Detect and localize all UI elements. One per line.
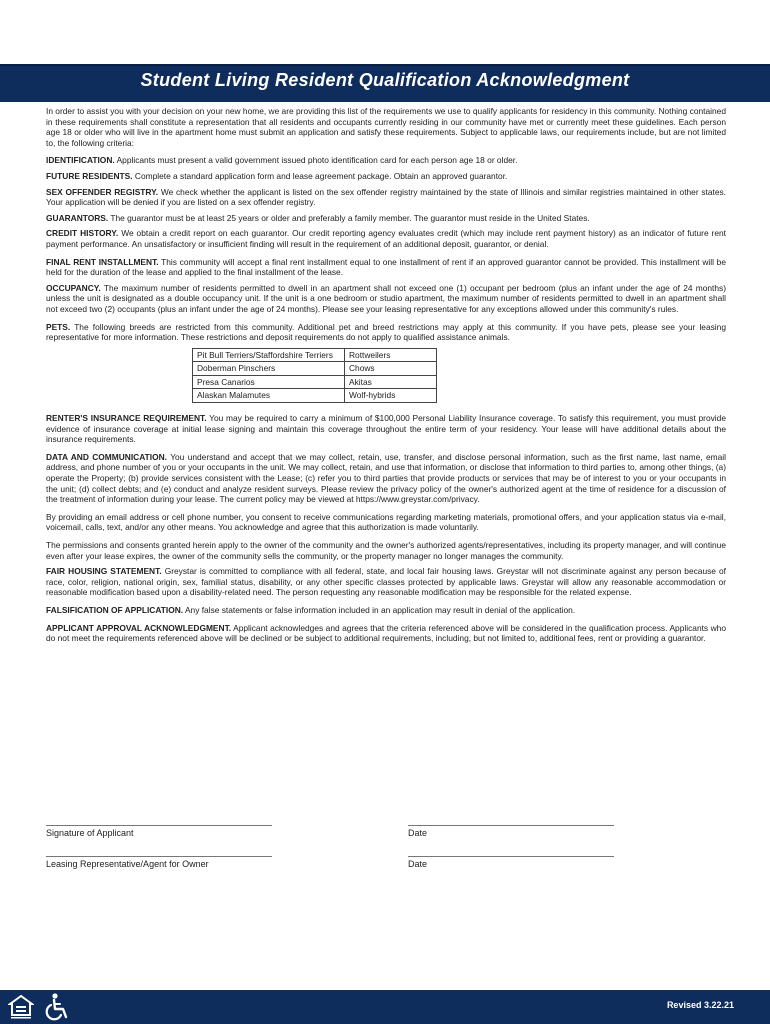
document-body [46, 106, 726, 651]
applicant-date-line[interactable] [408, 825, 614, 826]
section-text: This community will accept a final rent installment equal to one installment of rent if an approved guarantor cannot be provided. This installment will be held for the duration of the lease and applied to the final installment of the lease. [46, 256, 726, 278]
footer-bar [0, 990, 770, 1024]
section-text: We check whether the applicant is listed on the sex offender registry maintained by the state of Illinois and similar registries maintained in other states. Your application will be denied if you are listed on a sex offender registry. [46, 186, 727, 208]
consent-paragraph: By providing an email address or cell phone number, you consent to receive communications regarding marketing materials, promotional offers, and your application status via e-mail, voicemail, calls, text, and/or any other means. You acknowledge and agree that this authorization is made voluntarily. [46, 511, 726, 533]
equal-housing-icon [8, 994, 34, 1024]
table-cell: Alaskan Malamutes [193, 389, 345, 403]
approval-section [46, 623, 726, 644]
fair-housing-section [46, 566, 726, 598]
table-cell: Wolf-hybrids [345, 389, 437, 403]
occupancy-section [46, 283, 726, 315]
agent-date-label: Date [408, 859, 428, 869]
final-rent-section [46, 257, 726, 278]
document-title: Student Living Resident Qualification Acknowledgment [140, 70, 630, 90]
section-label: RENTER'S INSURANCE REQUIREMENT. [46, 413, 207, 424]
table-row [193, 389, 437, 403]
credit-history-section [46, 228, 726, 249]
section-label: FAIR HOUSING STATEMENT. [46, 566, 162, 577]
table-cell: Chows [345, 362, 437, 376]
section-text: Any false statements or false information included in an application may result in denial of the application. [184, 604, 576, 615]
section-label: PETS. [46, 321, 71, 332]
table-cell: Pit Bull Terriers/Staffordshire Terriers [193, 348, 345, 362]
section-label: CREDIT HISTORY. [46, 228, 119, 239]
table-cell: Doberman Pinschers [193, 362, 345, 376]
identification-section [46, 155, 726, 166]
agent-date-line[interactable] [408, 856, 614, 857]
section-label: APPLICANT APPROVAL ACKNOWLEDGMENT. [46, 622, 232, 633]
section-label: GUARANTORS. [46, 212, 109, 223]
section-text: The following breeds are restricted from this community. Additional pet and breed restrictions may apply at this community. If you have pets, please see your leasing representative for more information. These restrictions and deposit requirements do not apply to qualified assistance animals. [46, 321, 726, 343]
table-cell: Rottweilers [345, 348, 437, 362]
section-text: You may be required to carry a minimum of $100,000 Personal Liability Insurance coverage. To satisfy this requirement, you must provide evidence of insurance coverage at initial lease signing and maintain this coverage throughout the entire term of your residency. Your lease will have additional details about the insurance requirements. [46, 413, 726, 445]
table-row [193, 362, 437, 376]
applicant-signature-line[interactable] [46, 825, 272, 826]
section-text: We obtain a credit report on each guarantor. Our credit reporting agency evaluates credit (which may include rent payment history) as an indicator of future rent payment performance. An unsatisfactory or insufficient finding will result in the requirement of an additional deposit, guarantor, or denial. [46, 228, 726, 249]
applicant-date-label: Date [408, 828, 428, 838]
table-cell: Akitas [345, 375, 437, 389]
section-label: OCCUPANCY. [46, 282, 101, 293]
guarantors-section [46, 213, 726, 224]
table-row [193, 348, 437, 362]
data-communication-section [46, 452, 726, 505]
section-text: Complete a standard application form and lease agreement package. Obtain an approved guarantor. [134, 170, 508, 181]
section-text: Applicants must present a valid government issued photo identification card for each person age 18 or older. [116, 155, 518, 166]
renters-insurance-section [46, 413, 726, 445]
section-label: IDENTIFICATION. [46, 155, 115, 166]
agent-signature-label: Leasing Representative/Agent for Owner [46, 859, 209, 869]
sex-offender-section [46, 187, 726, 208]
section-text: The maximum number of residents permitted to dwell in an apartment shall not exceed one (1) occupant per bedroom (plus an infant under the age of 24 months) unless the unit is designated as a double occupancy unit. If the unit is a one bedroom or studio apartment, the maximum number of residents permitted to dwell in an apartment shall not exceed two (2) occupants (plus an infant under the age of 24 months). Please see your leasing representative for any exceptions allowed under this community's rules. [46, 282, 726, 314]
section-text: The guarantor must be at least 25 years or older and preferably a family member. The guarantor must reside in the United States. [110, 212, 590, 223]
pets-section [46, 322, 726, 343]
section-label: FUTURE RESIDENTS. [46, 170, 133, 181]
future-residents-section [46, 171, 726, 182]
intro-paragraph: In order to assist you with your decision on your new home, we are providing this list of the requirements we use to qualify applicants for residency in this community. Nothing contained in these requirements shall constitute a representation that all residents and occupants currently residing in our community have met or currently meet these guidelines. Each person age 18 or older who will live in the apartment home must submit an application and satisfy these requirements. Subject to applicable laws, our requirements include, but are not limited to, the following criteria: [46, 106, 726, 148]
section-label: SEX OFFENDER REGISTRY. [46, 186, 159, 197]
section-text: Greystar is committed to compliance with all federal, state, and local fair housing laws. Greystar will not discriminate against any person because of race, color, religion, national origin, sex, familial status, disability, or any other specific classes protected by applicable laws. Greystar will allow any reasonable accommodation or reasonable modification based upon a disability-related need. The person requesting any reasonable modification may be responsible for the related expense. [46, 566, 727, 598]
section-text: Applicant acknowledges and agrees that the criteria referenced above will be considered in the qualification process. Applicants who do not meet the requirements referenced above will be declined or be subject to additional requirements, including, but not limited to, additional fees, rent or providing a guarantor. [46, 622, 726, 644]
permissions-paragraph: The permissions and consents granted herein apply to the owner of the community and the owner's authorized agents/representatives, including its property manager, and will continue even after your lease expires, the owner of the community sells the community, or the property manager no longer manages the community. [46, 540, 726, 561]
accessibility-icon [42, 992, 72, 1024]
revision-label: Revised 3.22.21 [666, 1000, 734, 1010]
section-text: You understand and accept that we may collect, retain, use, transfer, and disclose personal information, such as the first name, last name, email address, and phone number of you or your occupants in the unit. We may collect, retain, and use that information, or disclose that information to third parties to, among other things, (a) operate the Property; (b) provide services consistent with the Lease; (c) refer you to third parties that provide products or services that may be of interest to you or your occupants in the unit; (d) collect debts; and (e) conduct and analyze resident surveys. Please review the privacy policy of the owner's authorized agent at the time of residence for a discussion of the treatment of information during your lease. The current policy may be viewed at https://www.greystar.com/privacy. [46, 451, 726, 505]
applicant-signature-label: Signature of Applicant [46, 828, 134, 838]
section-label: FINAL RENT INSTALLMENT. [46, 256, 159, 267]
agent-signature-line[interactable] [46, 856, 272, 857]
restricted-breeds-table [192, 348, 437, 403]
falsification-section [46, 605, 726, 616]
section-label: DATA AND COMMUNICATION. [46, 451, 167, 462]
section-label: FALSIFICATION OF APPLICATION. [46, 604, 184, 615]
table-cell: Presa Canarios [193, 375, 345, 389]
table-row [193, 375, 437, 389]
